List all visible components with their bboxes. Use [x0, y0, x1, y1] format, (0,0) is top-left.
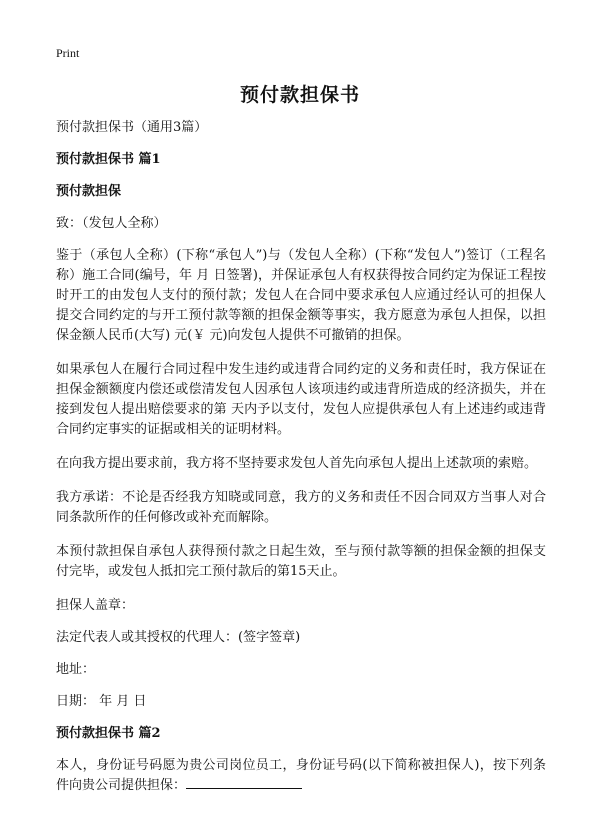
paragraph-6-text: 本人，身份证号码愿为贵公司岗位员工，身份证号码(以下简称被担保人)，按下列条件向贵公司提供担保：	[56, 758, 546, 793]
document-body	[56, 118, 546, 796]
guarantor-seal-line: 担保人盖章：	[56, 598, 135, 613]
date-line: 日期： 年 月 日	[56, 694, 147, 709]
paragraph-1: 鉴于（承包人全称）(下称“承包人”)与（发包人全称）(下称“发包人”)签订（工程名称）施工合同(编号，年 月 日签署)，并保证承包人有权获得按合同约定为保证工程按时开工的由发包人支付的预付款；发包人在合同中要求承包人应通过经认可的担保人提交合同约定的与开工预付款等额的担保金额等事实，我方愿意为承包人担保，以担保金额人民币(大写) 元(￥ 元)向发包人提供不可撤销的担保。	[56, 248, 546, 343]
document-subtitle: 预付款担保书（通用3篇）	[56, 120, 208, 135]
document-title: 预付款担保书	[239, 84, 360, 106]
section1-heading: 预付款担保书 篇1	[56, 152, 161, 167]
paragraph-6	[56, 756, 546, 796]
signature-blank	[186, 776, 302, 789]
paragraph-3: 在向我方提出要求前，我方将不坚持要求发包人首先向承包人提出上述款项的索赔。	[56, 456, 538, 471]
paragraph-2: 如果承包人在履行合同过程中发生违约或违背合同约定的义务和责任时，我方保证在担保金额额度内偿还或偿清发包人因承包人该项违约或违背所造成的经济损失，并在接到发包人提出赔偿要求的第 天内予以支付，发包人应提供承包人有上述违约或违背合同约定事实的证据或相关的证明材料。	[56, 362, 546, 437]
paragraph-4: 我方承诺：不论是否经我方知晓或同意，我方的义务和责任不因合同双方当事人对合同条款所作的任何修改或补充而解除。	[56, 490, 546, 525]
section1-subheading: 预付款担保	[56, 184, 122, 199]
print-link[interactable]: Print	[56, 46, 80, 60]
paragraph-5: 本预付款担保自承包人获得预付款之日起生效，至与预付款等额的担保金额的担保支付完毕，或发包人抵扣完工预付款后的第15天止。	[56, 544, 546, 579]
legal-representative-line: 法定代表人或其授权的代理人：(签字签章)	[56, 630, 301, 645]
address-line: 地址：	[56, 662, 96, 677]
salutation: 致：（发包人全称）	[56, 216, 167, 231]
section2-heading: 预付款担保书 篇2	[56, 726, 161, 741]
